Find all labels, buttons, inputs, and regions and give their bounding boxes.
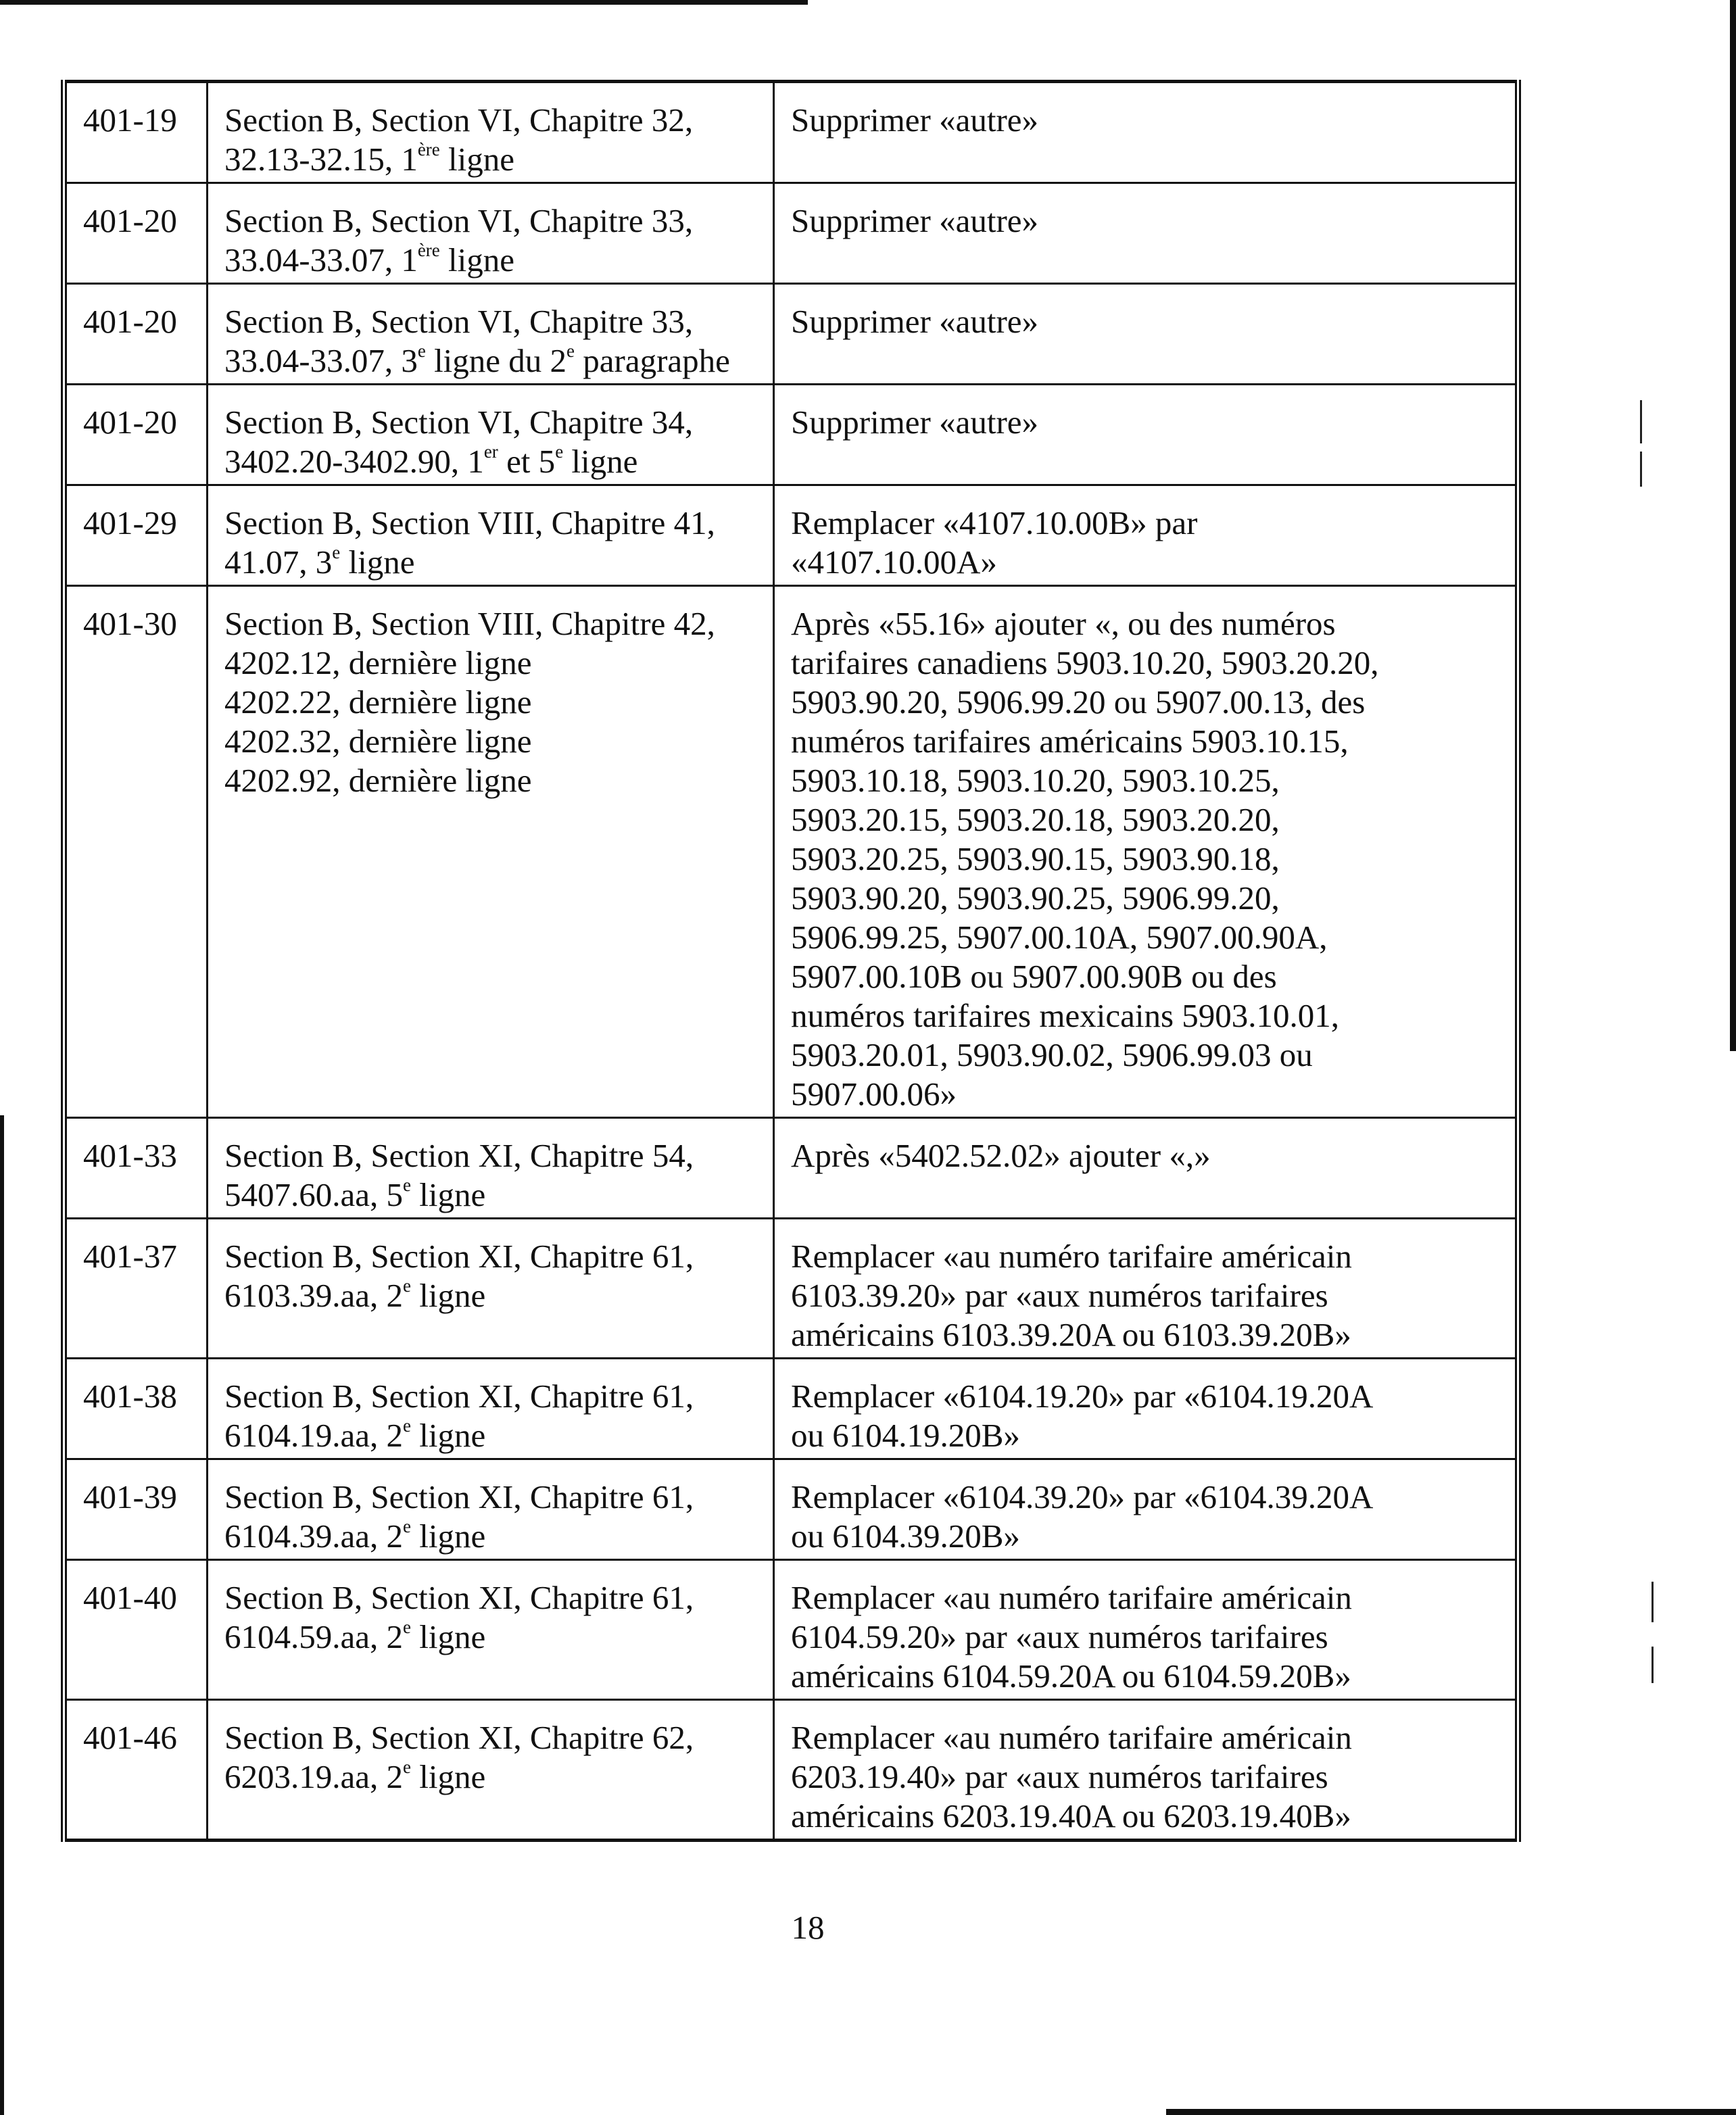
text-segment: Supprimer «autre»	[791, 404, 1039, 441]
text-segment: 4202.92, dernière ligne	[224, 762, 532, 799]
text-segment: ligne	[410, 1277, 486, 1314]
scan-top-edge	[0, 0, 808, 5]
location-cell	[208, 1560, 774, 1700]
change-cell	[774, 1560, 1518, 1700]
change-cell	[774, 183, 1518, 284]
change-cell-line	[791, 543, 1499, 582]
change-cell	[774, 1459, 1518, 1560]
change-cell-line	[791, 604, 1499, 643]
page-number: 18	[791, 1909, 825, 1946]
text-segment: ligne	[563, 443, 638, 480]
annex-reference-cell: 401-37	[64, 1219, 208, 1359]
location-cell	[208, 385, 774, 485]
change-cell-line	[791, 504, 1499, 543]
location-cell-line	[224, 302, 756, 341]
text-segment: et 5	[498, 443, 556, 480]
text-segment: 6103.39.aa, 2	[224, 1277, 403, 1314]
text-segment: américains 6203.19.40A ou 6203.19.40B»	[791, 1797, 1351, 1834]
text-segment: Remplacer «au numéro tarifaire américain	[791, 1238, 1352, 1275]
superscript: e	[566, 341, 575, 361]
location-cell-line	[224, 683, 756, 722]
change-cell	[774, 82, 1518, 183]
text-segment: Section B, Section XI, Chapitre 61,	[224, 1579, 694, 1616]
change-cell-line	[791, 101, 1499, 140]
change-cell-line	[791, 840, 1499, 879]
table-row	[64, 82, 1518, 183]
superscript: e	[417, 341, 426, 361]
text-segment: Supprimer «autre»	[791, 101, 1039, 139]
change-cell-line	[791, 201, 1499, 241]
text-segment: 33.04-33.07, 1	[224, 241, 418, 278]
text-segment: 5903.90.20, 5903.90.25, 5906.99.20,	[791, 879, 1280, 917]
scan-left-edge	[0, 1115, 4, 2115]
change-cell	[774, 1359, 1518, 1459]
superscript: e	[403, 1275, 411, 1296]
location-cell-line	[224, 722, 756, 761]
superscript: e	[555, 441, 564, 462]
annex-reference-cell: 401-20	[64, 385, 208, 485]
margin-mark	[1640, 452, 1642, 487]
change-cell-line	[791, 1136, 1499, 1175]
text-segment: ligne	[410, 1176, 486, 1213]
text-segment: Après «5402.52.02» ajouter «,»	[791, 1137, 1211, 1174]
text-segment: 5903.90.20, 5906.99.20 ou 5907.00.13, des	[791, 683, 1366, 721]
table-row	[64, 1700, 1518, 1841]
text-segment: ligne	[410, 1758, 486, 1795]
location-cell	[208, 1700, 774, 1841]
text-segment: Section B, Section VI, Chapitre 34,	[224, 404, 694, 441]
change-cell-line	[791, 1377, 1499, 1416]
text-segment: 32.13-32.15, 1	[224, 141, 418, 178]
change-cell-line	[791, 957, 1499, 996]
location-cell-line	[224, 1377, 756, 1416]
text-segment: 6104.59.aa, 2	[224, 1618, 403, 1655]
location-cell	[208, 485, 774, 586]
table-row	[64, 284, 1518, 385]
annex-reference-cell: 401-38	[64, 1359, 208, 1459]
change-cell-line	[791, 1517, 1499, 1556]
superscript: er	[483, 441, 498, 462]
text-segment: Section B, Section XI, Chapitre 54,	[224, 1137, 694, 1174]
location-cell	[208, 586, 774, 1118]
text-segment: 5903.10.18, 5903.10.20, 5903.10.25,	[791, 762, 1280, 799]
text-segment: 6104.19.aa, 2	[224, 1417, 403, 1454]
change-cell-line	[791, 683, 1499, 722]
location-cell-line	[224, 1578, 756, 1618]
text-segment: Section B, Section VI, Chapitre 33,	[224, 303, 694, 340]
text-segment: Remplacer «au numéro tarifaire américain	[791, 1719, 1352, 1756]
change-cell	[774, 284, 1518, 385]
location-cell-line	[224, 1175, 756, 1215]
text-segment: paragraphe	[575, 342, 730, 379]
location-cell-line	[224, 1517, 756, 1556]
text-segment: Remplacer «au numéro tarifaire américain	[791, 1579, 1352, 1616]
amendments-table-body	[64, 82, 1518, 1841]
change-cell-line	[791, 1578, 1499, 1618]
text-segment: Section B, Section VI, Chapitre 32,	[224, 101, 694, 139]
text-segment: Section B, Section VIII, Chapitre 41,	[224, 504, 715, 541]
text-segment: Remplacer «6104.19.20» par «6104.19.20A	[791, 1378, 1374, 1415]
location-cell-line	[224, 1416, 756, 1455]
change-cell-line	[791, 996, 1499, 1036]
superscript: e	[403, 1175, 411, 1195]
change-cell-line	[791, 1315, 1499, 1355]
change-cell-line	[791, 1075, 1499, 1114]
location-cell	[208, 1219, 774, 1359]
change-cell-line	[791, 722, 1499, 761]
location-cell-line	[224, 1478, 756, 1517]
location-cell-line	[224, 140, 756, 179]
text-segment: ligne	[340, 543, 415, 581]
text-segment: Section B, Section XI, Chapitre 62,	[224, 1719, 694, 1756]
annex-reference-cell: 401-46	[64, 1700, 208, 1841]
text-segment: 5906.99.25, 5907.00.10A, 5907.00.90A,	[791, 919, 1328, 956]
change-cell-line	[791, 1478, 1499, 1517]
text-segment: 5903.20.25, 5903.90.15, 5903.90.18,	[791, 840, 1280, 877]
text-segment: ligne	[410, 1517, 486, 1555]
text-segment: numéros tarifaires américains 5903.10.15,	[791, 723, 1349, 760]
text-segment: ou 6104.19.20B»	[791, 1417, 1020, 1454]
annex-reference-cell: 401-33	[64, 1118, 208, 1219]
superscript: e	[332, 542, 341, 562]
margin-mark	[1651, 1582, 1654, 1622]
superscript: ère	[417, 139, 440, 160]
change-cell-line	[791, 403, 1499, 442]
change-cell	[774, 1700, 1518, 1841]
annex-reference-cell: 401-20	[64, 284, 208, 385]
text-segment: 6203.19.40» par «aux numéros tarifaires	[791, 1758, 1328, 1795]
text-segment: Section B, Section VIII, Chapitre 42,	[224, 605, 715, 642]
text-segment: Après «55.16» ajouter «, ou des numéros	[791, 605, 1336, 642]
text-segment: ligne	[410, 1417, 486, 1454]
superscript: e	[403, 1516, 411, 1536]
text-segment: 5907.00.06»	[791, 1075, 957, 1113]
change-cell	[774, 385, 1518, 485]
change-cell-line	[791, 1718, 1499, 1757]
table-row	[64, 183, 1518, 284]
text-segment: américains 6104.59.20A ou 6104.59.20B»	[791, 1657, 1351, 1695]
text-segment: ligne du 2	[425, 342, 567, 379]
superscript: e	[403, 1617, 411, 1637]
change-cell-line	[791, 1237, 1499, 1276]
superscript: e	[403, 1757, 411, 1777]
location-cell	[208, 1118, 774, 1219]
location-cell-line	[224, 643, 756, 683]
text-segment: Section B, Section XI, Chapitre 61,	[224, 1378, 694, 1415]
text-segment: tarifaires canadiens 5903.10.20, 5903.20.20,	[791, 644, 1379, 681]
change-cell-line	[791, 761, 1499, 800]
location-cell	[208, 1359, 774, 1459]
text-segment: 5903.20.15, 5903.20.18, 5903.20.20,	[791, 801, 1280, 838]
scan-right-edge	[1730, 0, 1736, 1051]
text-segment: 5903.20.01, 5903.90.02, 5906.99.03 ou	[791, 1036, 1313, 1073]
amendments-table	[61, 80, 1521, 1842]
text-segment: Section B, Section VI, Chapitre 33,	[224, 202, 694, 239]
table-row	[64, 586, 1518, 1118]
text-segment: 4202.22, dernière ligne	[224, 683, 532, 721]
text-segment: 6104.59.20» par «aux numéros tarifaires	[791, 1618, 1328, 1655]
table-row	[64, 1459, 1518, 1560]
text-segment: Section B, Section XI, Chapitre 61,	[224, 1478, 694, 1515]
table-row	[64, 385, 1518, 485]
superscript: e	[403, 1415, 411, 1436]
text-segment: Remplacer «4107.10.00B» par	[791, 504, 1198, 541]
annex-reference-cell: 401-19	[64, 82, 208, 183]
annex-reference-cell: 401-30	[64, 586, 208, 1118]
text-segment: 4202.12, dernière ligne	[224, 644, 532, 681]
change-cell-line	[791, 1757, 1499, 1797]
location-cell	[208, 183, 774, 284]
superscript: ère	[417, 240, 440, 260]
location-cell-line	[224, 1618, 756, 1657]
location-cell-line	[224, 1718, 756, 1757]
text-segment: ligne	[439, 141, 515, 178]
location-cell-line	[224, 1276, 756, 1315]
margin-mark	[1651, 1647, 1654, 1683]
change-cell-line	[791, 879, 1499, 918]
text-segment: 4202.32, dernière ligne	[224, 723, 532, 760]
change-cell-line	[791, 918, 1499, 957]
change-cell-line	[791, 1036, 1499, 1075]
location-cell-line	[224, 761, 756, 800]
text-segment: Section B, Section XI, Chapitre 61,	[224, 1238, 694, 1275]
text-segment: américains 6103.39.20A ou 6103.39.20B»	[791, 1316, 1351, 1353]
text-segment: Supprimer «autre»	[791, 303, 1039, 340]
text-segment: ligne	[410, 1618, 486, 1655]
location-cell-line	[224, 241, 756, 280]
location-cell-line	[224, 341, 756, 381]
change-cell	[774, 1118, 1518, 1219]
text-segment: 6203.19.aa, 2	[224, 1758, 403, 1795]
change-cell-line	[791, 302, 1499, 341]
text-segment: 6104.39.aa, 2	[224, 1517, 403, 1555]
text-segment: 41.07, 3	[224, 543, 333, 581]
text-segment: 5907.00.10B ou 5907.00.90B ou des	[791, 958, 1277, 995]
location-cell	[208, 284, 774, 385]
change-cell	[774, 586, 1518, 1118]
location-cell-line	[224, 504, 756, 543]
change-cell-line	[791, 1416, 1499, 1455]
annex-reference-cell: 401-39	[64, 1459, 208, 1560]
margin-mark	[1640, 400, 1642, 443]
table-row	[64, 485, 1518, 586]
location-cell-line	[224, 1136, 756, 1175]
table-row	[64, 1560, 1518, 1700]
text-segment: 6103.39.20» par «aux numéros tarifaires	[791, 1277, 1328, 1314]
annex-reference-cell: 401-40	[64, 1560, 208, 1700]
location-cell-line	[224, 403, 756, 442]
text-segment: Remplacer «6104.39.20» par «6104.39.20A	[791, 1478, 1374, 1515]
change-cell-line	[791, 1276, 1499, 1315]
change-cell-line	[791, 1797, 1499, 1836]
text-segment: 33.04-33.07, 3	[224, 342, 418, 379]
location-cell-line	[224, 1237, 756, 1276]
annex-reference-cell: 401-20	[64, 183, 208, 284]
location-cell-line	[224, 442, 756, 481]
location-cell-line	[224, 101, 756, 140]
location-cell-line	[224, 604, 756, 643]
text-segment: ligne	[439, 241, 515, 278]
text-segment: 5407.60.aa, 5	[224, 1176, 403, 1213]
scan-bottom-edge	[1166, 2109, 1736, 2115]
text-segment: 3402.20-3402.90, 1	[224, 443, 484, 480]
table-row	[64, 1118, 1518, 1219]
text-segment: ou 6104.39.20B»	[791, 1517, 1020, 1555]
change-cell	[774, 1219, 1518, 1359]
location-cell	[208, 82, 774, 183]
change-cell-line	[791, 643, 1499, 683]
text-segment: numéros tarifaires mexicains 5903.10.01,	[791, 997, 1340, 1034]
text-segment: «4107.10.00A»	[791, 543, 997, 581]
text-segment: Supprimer «autre»	[791, 202, 1039, 239]
location-cell-line	[224, 1757, 756, 1797]
change-cell-line	[791, 800, 1499, 840]
change-cell	[774, 485, 1518, 586]
change-cell-line	[791, 1618, 1499, 1657]
table-row	[64, 1359, 1518, 1459]
location-cell	[208, 1459, 774, 1560]
annex-reference-cell: 401-29	[64, 485, 208, 586]
location-cell-line	[224, 543, 756, 582]
location-cell-line	[224, 201, 756, 241]
change-cell-line	[791, 1657, 1499, 1696]
table-row	[64, 1219, 1518, 1359]
